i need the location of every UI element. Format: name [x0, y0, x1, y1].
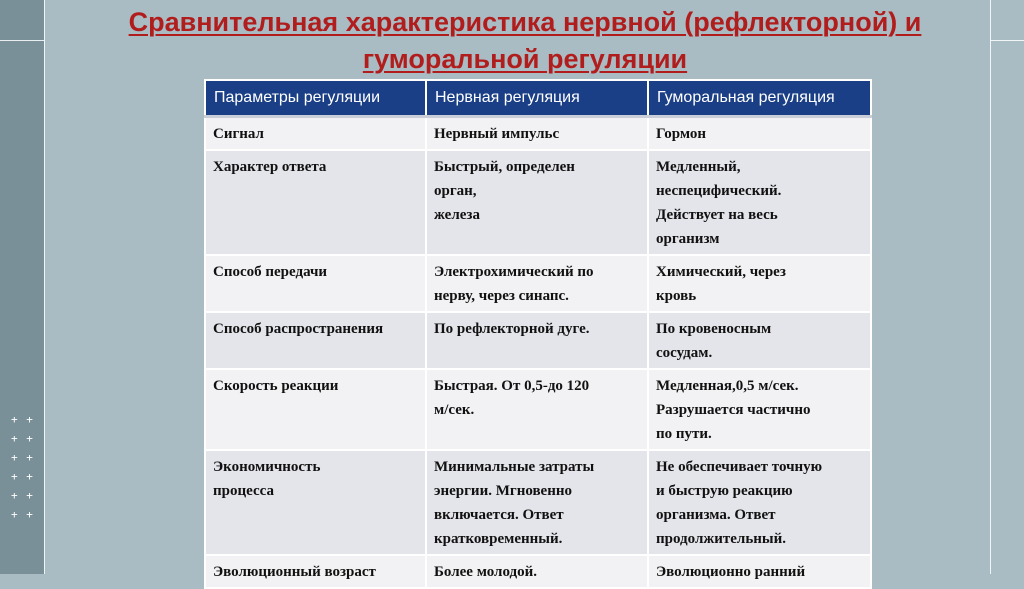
cell-parameter	[205, 450, 426, 555]
cell-line: по пути.	[656, 426, 712, 442]
cell-humoral	[648, 312, 871, 369]
table-row	[205, 555, 871, 588]
slide-title	[60, 4, 990, 78]
plus-mark: + +	[11, 470, 34, 483]
cell-line: Медленный,	[656, 159, 741, 175]
left-divider-line	[44, 0, 45, 574]
cell-line: кратковременный.	[434, 531, 563, 547]
cell-line: Разрушается частично	[656, 402, 811, 418]
cell-line: и быструю реакцию	[656, 483, 793, 499]
cell-parameter	[205, 369, 426, 450]
top-left-divider-line	[0, 40, 44, 41]
cell-line: орган,	[434, 183, 477, 199]
plus-mark: + +	[11, 489, 34, 502]
cell-line: Способ передачи	[213, 264, 328, 280]
table-row	[205, 150, 871, 255]
cell-parameter	[205, 255, 426, 312]
table-row	[205, 450, 871, 555]
cell-line: По рефлекторной дуге.	[434, 321, 590, 337]
cell-line: Нервный импульс	[434, 126, 560, 142]
cell-line: Быстрая. От 0,5-до 120	[434, 378, 590, 394]
top-right-divider-line	[990, 40, 1024, 41]
right-divider-line	[990, 0, 991, 574]
cell-line: кровь	[656, 288, 697, 304]
cell-line: Гормон	[656, 126, 707, 142]
cell-humoral	[648, 450, 871, 555]
cell-line: неспецифический.	[656, 183, 782, 199]
cell-line: Химический, через	[656, 264, 786, 280]
cell-nervous	[426, 117, 648, 151]
table-body	[205, 117, 871, 589]
plus-mark: + +	[11, 508, 34, 521]
cell-line: Медленная,0,5 м/сек.	[656, 378, 799, 394]
cell-line: Электрохимический по	[434, 264, 594, 280]
cell-line: Сигнал	[213, 126, 264, 142]
cell-line: нерву, через синапс.	[434, 288, 569, 304]
plus-mark: + +	[11, 451, 34, 464]
cell-line: сосудам.	[656, 345, 713, 361]
cell-nervous	[426, 450, 648, 555]
comparison-table	[204, 79, 872, 589]
header-humoral: Гуморальная регуляция	[648, 80, 871, 117]
cell-line: Более молодой.	[434, 564, 537, 580]
table-row	[205, 312, 871, 369]
cell-line: Скорость реакции	[213, 378, 339, 394]
plus-mark: + +	[11, 413, 34, 426]
cell-humoral	[648, 555, 871, 588]
table-row	[205, 255, 871, 312]
cell-line: железа	[434, 207, 480, 223]
cell-nervous	[426, 255, 648, 312]
cell-parameter	[205, 150, 426, 255]
cell-humoral	[648, 117, 871, 151]
plus-decoration	[11, 410, 34, 524]
cell-line: Способ распространения	[213, 321, 384, 337]
cell-parameter	[205, 555, 426, 588]
cell-humoral	[648, 369, 871, 450]
cell-parameter	[205, 117, 426, 151]
slide-title-line-1: Сравнительная характеристика нервной (рефлекторной) и	[128, 7, 922, 37]
cell-line: процесса	[213, 483, 274, 499]
cell-nervous	[426, 555, 648, 588]
plus-mark: + +	[11, 432, 34, 445]
header-nervous: Нервная регуляция	[426, 80, 648, 117]
cell-nervous	[426, 369, 648, 450]
slide-title-line-2: гуморальной регуляции	[362, 44, 688, 74]
cell-humoral	[648, 255, 871, 312]
cell-line: Быстрый, определен	[434, 159, 575, 175]
cell-line: Минимальные затраты	[434, 459, 595, 475]
cell-line: организм	[656, 231, 720, 247]
cell-line: продолжительный.	[656, 531, 786, 547]
table-header-row	[205, 80, 871, 117]
cell-line: м/сек.	[434, 402, 475, 418]
cell-nervous	[426, 312, 648, 369]
cell-line: Эволюционный возраст	[213, 564, 376, 580]
table-row	[205, 369, 871, 450]
cell-line: Экономичность	[213, 459, 321, 475]
cell-line: включается. Ответ	[434, 507, 564, 523]
cell-line: энергии. Мгновенно	[434, 483, 573, 499]
cell-line: Характер ответа	[213, 159, 327, 175]
cell-humoral	[648, 150, 871, 255]
cell-nervous	[426, 150, 648, 255]
cell-line: По кровеносным	[656, 321, 772, 337]
header-parameters: Параметры регуляции	[205, 80, 426, 117]
cell-line: Не обеспечивает точную	[656, 459, 823, 475]
table-row	[205, 117, 871, 151]
cell-parameter	[205, 312, 426, 369]
cell-line: организма. Ответ	[656, 507, 776, 523]
cell-line: Эволюционно ранний	[656, 564, 806, 580]
cell-line: Действует на весь	[656, 207, 778, 223]
